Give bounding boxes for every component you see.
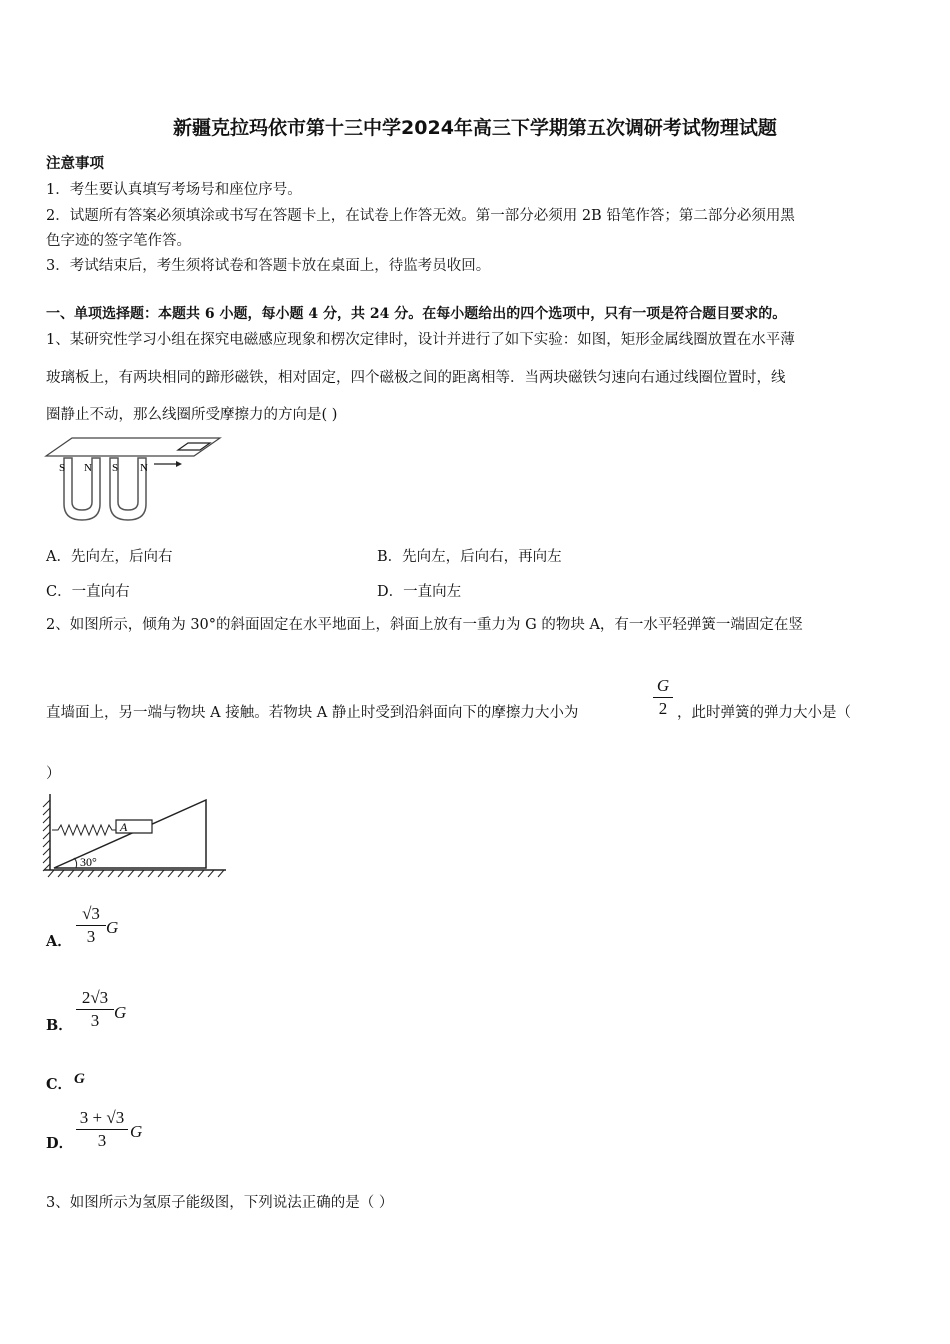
question-1-line: 圈静止不动，那么线圈所受摩擦力的方向是( ) [46, 407, 338, 423]
option-d: D．一直向左 [377, 584, 462, 600]
question-2-line: 2、如图所示，倾角为 30°的斜面固定在水平地面上，斜面上放有一重力为 G 的物块 A，有一水平轻弹簧一端固定在竖 [46, 617, 803, 633]
option-a: A． [46, 933, 72, 950]
fraction-denominator: 2 [658, 699, 668, 718]
block-label: A [120, 820, 128, 834]
incline-figure [40, 792, 230, 880]
fraction-numerator: 3 + √3 [79, 1108, 125, 1127]
question-2-line: ，此时弹簧的弹力大小是（ [677, 705, 851, 721]
option-b: B． [46, 1017, 73, 1034]
option-d: D． [46, 1135, 74, 1152]
question-1-line: 玻璃板上，有两块相同的蹄形磁铁，相对固定，四个磁极之间的距离相等．当两块磁铁匀速向右通过线圈位置时，线 [46, 370, 786, 386]
notice-item: 2．试题所有答案必须填涂或书写在答题卡上，在试卷上作答无效。第一部分必须用 2B 铅笔作答；第二部分必须用黑 [46, 208, 795, 224]
pole-label: S [112, 462, 119, 474]
document-title: 新疆克拉玛依市第十三中学2024年高三下学期第五次调研考试物理试题 [173, 117, 777, 139]
option-a: A．先向左，后向右 [46, 549, 173, 565]
pole-label: N [140, 462, 148, 474]
fraction-numerator: G [656, 676, 670, 695]
fraction-denominator: 3 [86, 927, 96, 946]
fraction-numerator: 2√3 [81, 988, 109, 1007]
variable-g: G [114, 1003, 127, 1022]
fraction [76, 904, 106, 947]
question-2-line: 直墙面上，另一端与物块 A 接触。若物块 A 静止时受到沿斜面向下的摩擦力大小为 [46, 705, 579, 721]
fraction [653, 676, 673, 719]
fraction [76, 1108, 128, 1151]
fraction-numerator: √3 [82, 904, 100, 923]
section-heading: 一、单项选择题：本题共 6 小题，每小题 4 分，共 24 分。在每小题给出的四个选项中，只有一项是符合题目要求的。 [46, 306, 787, 322]
question-3-line: 3、如图所示为氢原子能级图，下列说法正确的是（ ） [46, 1195, 394, 1211]
notice-item: 1．考生要认真填写考场号和座位序号。 [46, 182, 302, 198]
fraction-denominator: 3 [97, 1131, 107, 1150]
angle-label: 30° [80, 855, 97, 869]
pole-label: S [59, 462, 66, 474]
option-b: B．先向左，后向右，再向左 [377, 549, 562, 565]
question-2-line: ） [46, 766, 61, 782]
variable-g: G [106, 918, 119, 937]
notice-heading: 注意事项 [46, 155, 104, 172]
notice-item: 色字迹的签字笔作答。 [46, 233, 191, 249]
fraction-denominator: 3 [90, 1011, 100, 1030]
option-c-value: G [74, 1071, 85, 1087]
variable-g: G [130, 1122, 143, 1141]
fraction [76, 988, 114, 1031]
question-1-line: 1、某研究性学习小组在探究电磁感应现象和楞次定律时，设计并进行了如下实验：如图，矩形金属线圈放置在水平薄 [46, 332, 795, 348]
notice-item: 3．考试结束后，考生须将试卷和答题卡放在桌面上，待监考员收回。 [46, 258, 491, 274]
pole-label: N [84, 462, 92, 474]
magnet-figure [44, 434, 224, 524]
option-c: C．一直向右 [46, 584, 130, 600]
option-c: C． [46, 1076, 73, 1093]
